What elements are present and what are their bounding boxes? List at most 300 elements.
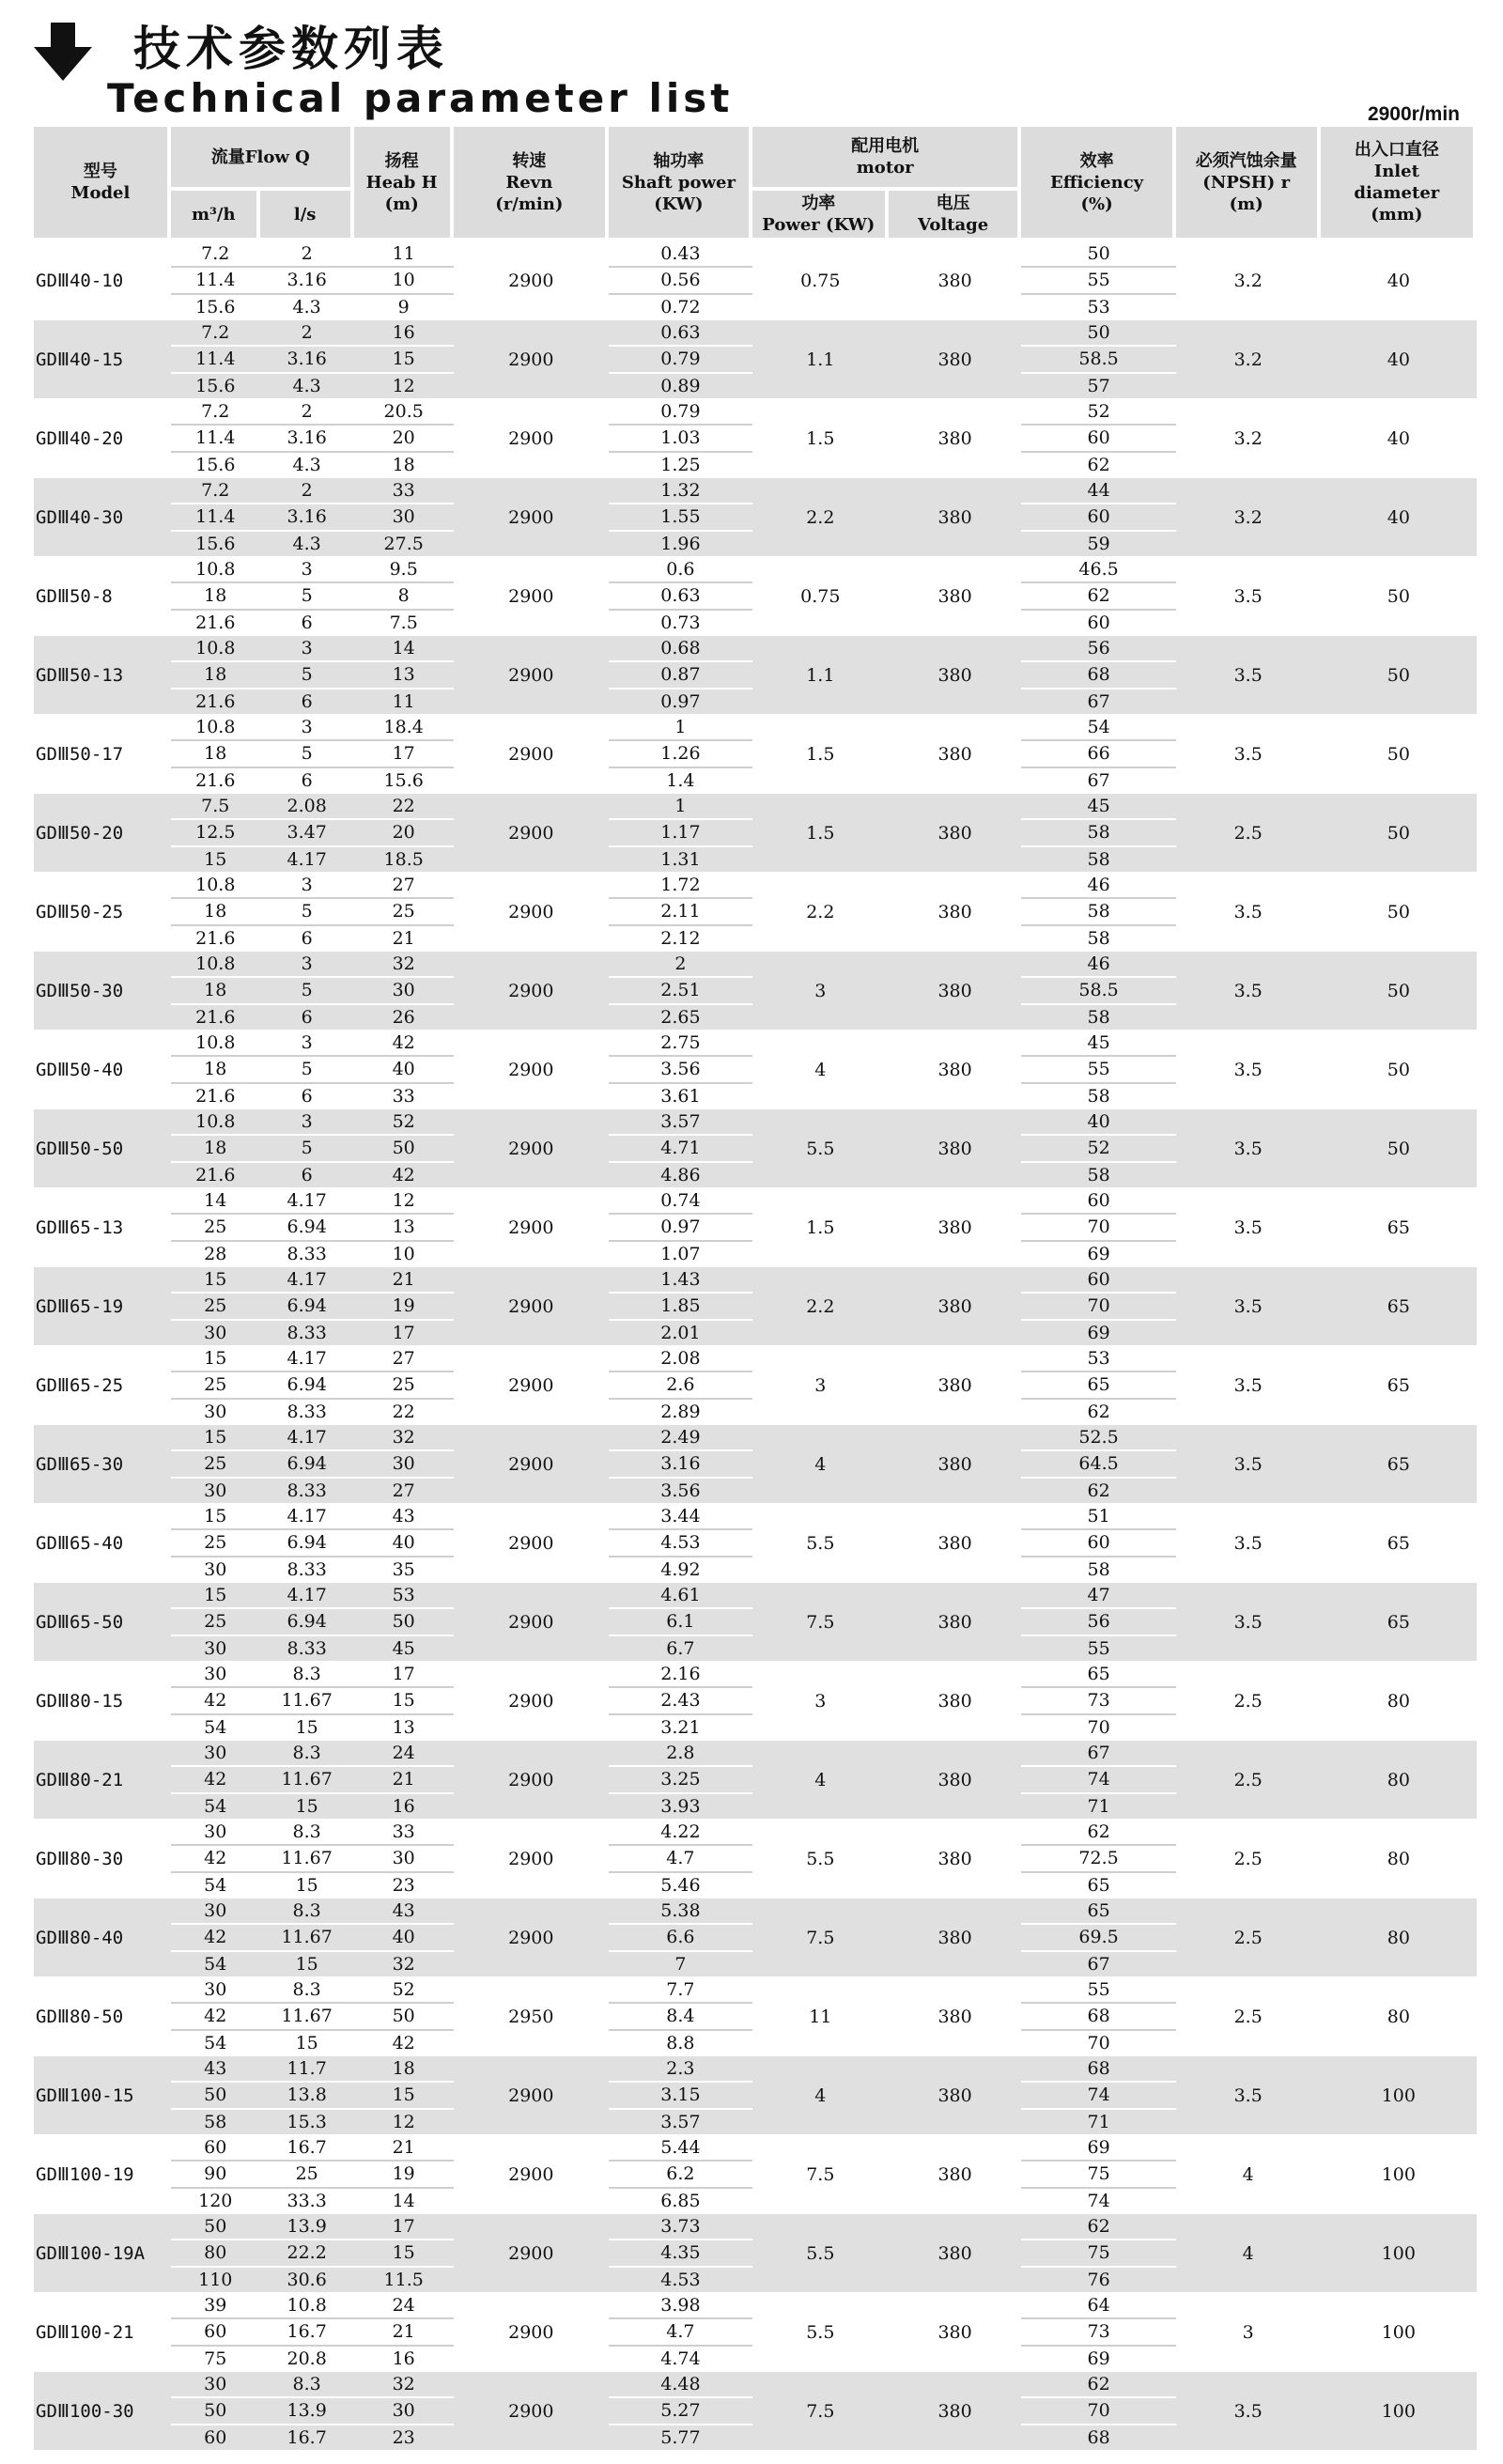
head-cell-value: 26 bbox=[392, 1006, 415, 1028]
power-cell: 5.5 bbox=[752, 1504, 889, 1583]
table-row bbox=[34, 399, 1477, 478]
efficiency-cell bbox=[1021, 1031, 1175, 1109]
efficiency-cell-value: 60 bbox=[1087, 612, 1110, 633]
efficiency-cell-value: 70 bbox=[1021, 1215, 1175, 1241]
head-cell bbox=[354, 1741, 454, 1820]
flow-m3h-cell-value: 30 bbox=[204, 1322, 227, 1343]
npsh-cell: 4 bbox=[1176, 2135, 1321, 2214]
flow-m3h-cell bbox=[171, 241, 260, 320]
power-cell: 5.5 bbox=[752, 1820, 889, 1898]
shaft-power-cell-value: 5.44 bbox=[609, 2135, 752, 2162]
flow-ls-cell-value: 5 bbox=[260, 978, 354, 1004]
flow-ls-cell bbox=[260, 2135, 354, 2214]
shaft-power-cell-value: 1.96 bbox=[660, 533, 701, 554]
head-cell-value: 40 bbox=[354, 1057, 454, 1083]
flow-m3h-cell-value: 42 bbox=[171, 1846, 260, 1872]
efficiency-cell-value: 58 bbox=[1087, 927, 1110, 949]
table-row bbox=[34, 1109, 1477, 1188]
head-cell-value: 19 bbox=[354, 2162, 454, 2188]
efficiency-cell bbox=[1021, 1820, 1175, 1898]
shaft-power-cell bbox=[609, 1583, 752, 1662]
flow-m3h-cell-value: 15.6 bbox=[195, 533, 236, 554]
voltage-cell: 380 bbox=[889, 1662, 1022, 1741]
power-cell: 5.5 bbox=[752, 2293, 889, 2372]
flow-m3h-cell bbox=[171, 715, 260, 794]
flow-ls-cell-value: 3.16 bbox=[260, 426, 354, 452]
inlet-cell: 40 bbox=[1321, 241, 1477, 320]
efficiency-cell-value: 75 bbox=[1021, 2162, 1175, 2188]
shaft-power-cell-value: 4.61 bbox=[609, 1583, 752, 1609]
efficiency-cell-value: 45 bbox=[1021, 1031, 1175, 1057]
revn-cell: 2900 bbox=[454, 1583, 609, 1662]
head-cell bbox=[354, 2214, 454, 2293]
shaft-power-cell-value: 2.6 bbox=[609, 1372, 752, 1399]
inlet-cell: 40 bbox=[1321, 320, 1477, 399]
shaft-power-cell-value: 1 bbox=[609, 715, 752, 741]
model-cell: GDⅢ50-8 bbox=[34, 557, 171, 636]
revn-cell: 2900 bbox=[454, 1346, 609, 1425]
head-cell bbox=[354, 241, 454, 320]
efficiency-cell-value: 58.5 bbox=[1021, 347, 1175, 373]
head-cell-value: 9.5 bbox=[354, 557, 454, 583]
revn-cell: 2900 bbox=[454, 1425, 609, 1504]
flow-ls-cell-value: 8.3 bbox=[260, 2372, 354, 2398]
head-cell-value: 18.4 bbox=[354, 715, 454, 741]
power-cell: 3 bbox=[752, 1346, 889, 1425]
efficiency-cell bbox=[1021, 320, 1175, 399]
power-cell: 4 bbox=[752, 2056, 889, 2135]
shaft-power-cell-value: 5.27 bbox=[609, 2398, 752, 2425]
flow-m3h-cell-value: 15 bbox=[171, 1346, 260, 1372]
flow-ls-cell bbox=[260, 1662, 354, 1741]
npsh-cell: 3.5 bbox=[1176, 636, 1321, 715]
power-cell: 1.5 bbox=[752, 1188, 889, 1267]
flow-m3h-cell bbox=[171, 557, 260, 636]
shaft-power-cell bbox=[609, 1504, 752, 1583]
power-cell: 7.5 bbox=[752, 1583, 889, 1662]
head-cell-value: 12 bbox=[354, 1188, 454, 1215]
efficiency-cell-value: 64.5 bbox=[1021, 1451, 1175, 1478]
efficiency-cell-value: 73 bbox=[1021, 2319, 1175, 2346]
efficiency-cell-value: 68 bbox=[1021, 662, 1175, 689]
shaft-power-cell bbox=[609, 1267, 752, 1346]
flow-ls-cell-value: 6.94 bbox=[260, 1215, 354, 1241]
power-cell: 7.5 bbox=[752, 2135, 889, 2214]
shaft-power-cell-value: 6.85 bbox=[660, 2190, 701, 2211]
flow-ls-cell-value: 4.3 bbox=[292, 296, 321, 318]
revn-cell: 2900 bbox=[454, 1898, 609, 1977]
flow-m3h-cell bbox=[171, 1267, 260, 1346]
shaft-power-cell bbox=[609, 2056, 752, 2135]
shaft-power-cell-value: 2.51 bbox=[609, 978, 752, 1004]
head-cell bbox=[354, 320, 454, 399]
shaft-power-cell-value: 1.26 bbox=[609, 741, 752, 767]
shaft-power-cell-value: 6.2 bbox=[609, 2162, 752, 2188]
shaft-power-cell bbox=[609, 1977, 752, 2056]
flow-ls-cell bbox=[260, 1820, 354, 1898]
col-header-flow: 流量Flow Q bbox=[171, 127, 354, 191]
head-cell-value: 14 bbox=[392, 2190, 415, 2211]
efficiency-cell-value: 69.5 bbox=[1021, 1925, 1175, 1951]
power-cell: 2.2 bbox=[752, 478, 889, 557]
flow-m3h-cell bbox=[171, 1188, 260, 1267]
shaft-power-cell-value: 2.75 bbox=[609, 1031, 752, 1057]
flow-m3h-cell-value: 21.6 bbox=[195, 1164, 236, 1186]
head-cell-value: 14 bbox=[354, 636, 454, 662]
col-header-inlet: 出入口直径 Inlet diameter (mm) bbox=[1321, 127, 1477, 241]
efficiency-cell-value: 47 bbox=[1021, 1583, 1175, 1609]
efficiency-cell-value: 66 bbox=[1021, 741, 1175, 767]
head-cell-value: 18 bbox=[392, 454, 415, 475]
npsh-cell: 3.5 bbox=[1176, 1267, 1321, 1346]
head-cell-value: 15 bbox=[354, 1688, 454, 1714]
shaft-power-cell-value: 2.11 bbox=[609, 899, 752, 925]
efficiency-cell-value: 64 bbox=[1021, 2293, 1175, 2319]
flow-m3h-cell-value: 80 bbox=[171, 2240, 260, 2267]
head-cell bbox=[354, 1109, 454, 1188]
power-cell: 1.5 bbox=[752, 399, 889, 478]
power-cell: 2.2 bbox=[752, 1267, 889, 1346]
flow-m3h-cell-value: 15.6 bbox=[195, 375, 236, 396]
flow-ls-cell-value: 4.17 bbox=[260, 1346, 354, 1372]
head-cell-value: 15 bbox=[354, 2240, 454, 2267]
efficiency-cell-value: 67 bbox=[1087, 1953, 1110, 1975]
head-cell-value: 33 bbox=[354, 478, 454, 504]
efficiency-cell-value: 68 bbox=[1087, 2426, 1110, 2448]
efficiency-cell-value: 58 bbox=[1087, 1164, 1110, 1186]
voltage-cell: 380 bbox=[889, 557, 1022, 636]
head-cell bbox=[354, 794, 454, 873]
head-cell-value: 40 bbox=[354, 1925, 454, 1951]
power-cell: 4 bbox=[752, 1031, 889, 1109]
inlet-cell: 65 bbox=[1321, 1346, 1477, 1425]
revn-cell: 2900 bbox=[454, 2056, 609, 2135]
npsh-cell: 3.5 bbox=[1176, 1425, 1321, 1504]
power-cell: 7.5 bbox=[752, 2372, 889, 2451]
flow-ls-cell bbox=[260, 1977, 354, 2056]
head-cell-value: 22 bbox=[392, 1401, 415, 1422]
flow-ls-cell-value: 8.3 bbox=[260, 1898, 354, 1925]
revn-cell: 2900 bbox=[454, 794, 609, 873]
npsh-cell: 3.2 bbox=[1176, 320, 1321, 399]
revn-cell: 2900 bbox=[454, 1820, 609, 1898]
flow-ls-cell-value: 2.08 bbox=[260, 794, 354, 820]
model-cell: GDⅢ40-20 bbox=[34, 399, 171, 478]
col-header-motor: 配用电机 motor bbox=[752, 127, 1022, 191]
flow-m3h-cell-value: 21.6 bbox=[195, 769, 236, 791]
table-row bbox=[34, 2372, 1477, 2451]
efficiency-cell bbox=[1021, 1898, 1175, 1977]
npsh-cell: 2.5 bbox=[1176, 1977, 1321, 2056]
shaft-power-cell-value: 2.12 bbox=[660, 927, 701, 949]
voltage-cell: 380 bbox=[889, 241, 1022, 320]
flow-ls-cell-value: 6.94 bbox=[260, 1372, 354, 1399]
inlet-cell: 50 bbox=[1321, 636, 1477, 715]
rpm-note: 2900r/min bbox=[1367, 103, 1460, 125]
shaft-power-cell-value: 2.16 bbox=[609, 1662, 752, 1688]
voltage-cell: 380 bbox=[889, 1898, 1022, 1977]
flow-m3h-cell-value: 60 bbox=[204, 2426, 227, 2448]
flow-m3h-cell-value: 11.4 bbox=[171, 347, 260, 373]
flow-m3h-cell bbox=[171, 1504, 260, 1583]
flow-ls-cell-value: 3 bbox=[260, 636, 354, 662]
flow-m3h-cell-value: 75 bbox=[204, 2348, 227, 2369]
shaft-power-cell-value: 0.89 bbox=[660, 375, 701, 396]
head-cell-value: 21 bbox=[354, 2319, 454, 2346]
power-cell: 3 bbox=[752, 952, 889, 1031]
flow-m3h-cell-value: 10.8 bbox=[171, 715, 260, 741]
parameter-table bbox=[34, 127, 1477, 2451]
efficiency-cell-value: 62 bbox=[1021, 583, 1175, 610]
flow-m3h-cell bbox=[171, 1583, 260, 1662]
flow-m3h-cell-value: 28 bbox=[204, 1243, 227, 1264]
voltage-cell: 380 bbox=[889, 794, 1022, 873]
efficiency-cell-value: 52 bbox=[1021, 1136, 1175, 1162]
shaft-power-cell-value: 0.68 bbox=[609, 636, 752, 662]
flow-ls-cell bbox=[260, 478, 354, 557]
shaft-power-cell bbox=[609, 1741, 752, 1820]
efficiency-cell-value: 52 bbox=[1021, 399, 1175, 426]
table-row bbox=[34, 1188, 1477, 1267]
head-cell-value: 17 bbox=[354, 741, 454, 767]
head-cell-value: 53 bbox=[354, 1583, 454, 1609]
shaft-power-cell bbox=[609, 952, 752, 1031]
model-cell: GDⅢ80-40 bbox=[34, 1898, 171, 1977]
efficiency-cell-value: 62 bbox=[1087, 454, 1110, 475]
flow-ls-cell-value: 15 bbox=[295, 1716, 318, 1738]
efficiency-cell-value: 69 bbox=[1087, 1322, 1110, 1343]
head-cell-value: 15 bbox=[354, 347, 454, 373]
shaft-power-cell-value: 4.53 bbox=[660, 2269, 701, 2290]
flow-ls-cell-value: 6.94 bbox=[260, 1530, 354, 1557]
efficiency-cell-value: 46 bbox=[1021, 952, 1175, 978]
head-cell-value: 17 bbox=[354, 2214, 454, 2240]
flow-m3h-cell-value: 54 bbox=[204, 1795, 227, 1817]
col-header-model: 型号 Model bbox=[34, 127, 171, 241]
flow-ls-cell-value: 4.17 bbox=[260, 1504, 354, 1530]
model-cell: GDⅢ50-25 bbox=[34, 873, 171, 952]
npsh-cell: 3 bbox=[1176, 2293, 1321, 2372]
npsh-cell: 3.2 bbox=[1176, 478, 1321, 557]
shaft-power-cell-value: 1.03 bbox=[609, 426, 752, 452]
flow-m3h-cell-value: 10.8 bbox=[171, 952, 260, 978]
npsh-cell: 3.5 bbox=[1176, 2056, 1321, 2135]
shaft-power-cell-value: 0.97 bbox=[660, 690, 701, 712]
head-cell bbox=[354, 1188, 454, 1267]
flow-m3h-cell bbox=[171, 1820, 260, 1898]
flow-m3h-cell-value: 30 bbox=[171, 1898, 260, 1925]
flow-ls-cell-value: 4.3 bbox=[292, 454, 321, 475]
efficiency-cell-value: 58 bbox=[1087, 1558, 1110, 1580]
head-cell-value: 42 bbox=[392, 1164, 415, 1186]
npsh-cell: 3.5 bbox=[1176, 1031, 1321, 1109]
head-cell-value: 20 bbox=[354, 426, 454, 452]
inlet-cell: 65 bbox=[1321, 1504, 1477, 1583]
flow-ls-cell bbox=[260, 1583, 354, 1662]
voltage-cell: 380 bbox=[889, 1109, 1022, 1188]
shaft-power-cell-value: 3.21 bbox=[660, 1716, 701, 1738]
efficiency-cell bbox=[1021, 794, 1175, 873]
model-cell: GDⅢ50-40 bbox=[34, 1031, 171, 1109]
flow-ls-cell-value: 3 bbox=[260, 715, 354, 741]
inlet-cell: 50 bbox=[1321, 1031, 1477, 1109]
inlet-cell: 40 bbox=[1321, 478, 1477, 557]
flow-m3h-cell-value: 90 bbox=[171, 2162, 260, 2188]
shaft-power-cell-value: 2.8 bbox=[609, 1741, 752, 1767]
head-cell-value: 11 bbox=[392, 690, 415, 712]
table-row bbox=[34, 1425, 1477, 1504]
efficiency-cell-value: 67 bbox=[1087, 690, 1110, 712]
head-cell bbox=[354, 1977, 454, 2056]
flow-m3h-cell bbox=[171, 1662, 260, 1741]
shaft-power-cell-value: 4.22 bbox=[609, 1820, 752, 1846]
flow-ls-cell-value: 3.16 bbox=[260, 347, 354, 373]
flow-ls-cell-value: 8.33 bbox=[287, 1243, 327, 1264]
voltage-cell: 380 bbox=[889, 636, 1022, 715]
flow-ls-cell-value: 25 bbox=[260, 2162, 354, 2188]
flow-m3h-cell-value: 18 bbox=[171, 899, 260, 925]
flow-m3h-cell-value: 30 bbox=[171, 1977, 260, 2004]
head-cell-value: 30 bbox=[354, 504, 454, 531]
head-cell-value: 24 bbox=[354, 1741, 454, 1767]
flow-m3h-cell-value: 25 bbox=[171, 1372, 260, 1399]
efficiency-cell-value: 62 bbox=[1021, 2214, 1175, 2240]
flow-m3h-cell-value: 42 bbox=[171, 1925, 260, 1951]
efficiency-cell-value: 44 bbox=[1021, 478, 1175, 504]
flow-ls-cell-value: 8.33 bbox=[287, 1401, 327, 1422]
head-cell-value: 18.5 bbox=[383, 848, 424, 870]
flow-ls-cell bbox=[260, 399, 354, 478]
npsh-cell: 3.5 bbox=[1176, 873, 1321, 952]
flow-m3h-cell bbox=[171, 1425, 260, 1504]
flow-ls-cell-value: 6 bbox=[301, 690, 313, 712]
flow-m3h-cell bbox=[171, 2214, 260, 2293]
voltage-cell: 380 bbox=[889, 1741, 1022, 1820]
flow-m3h-cell-value: 25 bbox=[171, 1530, 260, 1557]
efficiency-cell bbox=[1021, 636, 1175, 715]
efficiency-cell-value: 58 bbox=[1087, 1085, 1110, 1107]
flow-ls-cell-value: 3.16 bbox=[260, 268, 354, 294]
model-cell: GDⅢ65-40 bbox=[34, 1504, 171, 1583]
flow-m3h-cell bbox=[171, 1346, 260, 1425]
efficiency-cell-value: 67 bbox=[1021, 1741, 1175, 1767]
shaft-power-cell bbox=[609, 241, 752, 320]
flow-m3h-cell-value: 21.6 bbox=[195, 690, 236, 712]
efficiency-cell bbox=[1021, 2214, 1175, 2293]
efficiency-cell bbox=[1021, 1977, 1175, 2056]
flow-ls-cell bbox=[260, 1898, 354, 1977]
flow-m3h-cell-value: 14 bbox=[171, 1188, 260, 1215]
shaft-power-cell-value: 4.7 bbox=[609, 1846, 752, 1872]
flow-ls-cell-value: 4.17 bbox=[260, 1188, 354, 1215]
revn-cell: 2900 bbox=[454, 478, 609, 557]
inlet-cell: 80 bbox=[1321, 1820, 1477, 1898]
efficiency-cell-value: 68 bbox=[1021, 2056, 1175, 2083]
table-row bbox=[34, 1583, 1477, 1662]
efficiency-cell-value: 60 bbox=[1021, 1530, 1175, 1557]
power-cell: 0.75 bbox=[752, 557, 889, 636]
flow-ls-cell-value: 2 bbox=[260, 478, 354, 504]
voltage-cell: 380 bbox=[889, 1583, 1022, 1662]
inlet-cell: 80 bbox=[1321, 1741, 1477, 1820]
shaft-power-cell-value: 8.8 bbox=[666, 2032, 695, 2053]
shaft-power-cell-value: 0.63 bbox=[609, 583, 752, 610]
flow-ls-cell-value: 4.17 bbox=[260, 1583, 354, 1609]
efficiency-cell-value: 56 bbox=[1021, 1609, 1175, 1635]
efficiency-cell-value: 60 bbox=[1021, 426, 1175, 452]
shaft-power-cell bbox=[609, 1188, 752, 1267]
inlet-cell: 100 bbox=[1321, 2293, 1477, 2372]
flow-m3h-cell-value: 12.5 bbox=[171, 820, 260, 846]
inlet-cell: 65 bbox=[1321, 1267, 1477, 1346]
power-cell: 3 bbox=[752, 1662, 889, 1741]
inlet-cell: 50 bbox=[1321, 952, 1477, 1031]
table-row bbox=[34, 636, 1477, 715]
flow-m3h-cell-value: 25 bbox=[171, 1294, 260, 1320]
efficiency-cell-value: 46.5 bbox=[1021, 557, 1175, 583]
flow-ls-cell-value: 4.3 bbox=[292, 375, 321, 396]
flow-m3h-cell-value: 60 bbox=[171, 2319, 260, 2346]
table-row bbox=[34, 1031, 1477, 1109]
shaft-power-cell-value: 4.53 bbox=[609, 1530, 752, 1557]
shaft-power-cell-value: 4.71 bbox=[609, 1136, 752, 1162]
inlet-cell: 80 bbox=[1321, 1662, 1477, 1741]
flow-ls-cell-value: 4.17 bbox=[260, 1425, 354, 1451]
flow-m3h-cell-value: 15.6 bbox=[195, 296, 236, 318]
flow-ls-cell bbox=[260, 2293, 354, 2372]
flow-m3h-cell-value: 30 bbox=[204, 1558, 227, 1580]
head-cell bbox=[354, 478, 454, 557]
efficiency-cell-value: 65 bbox=[1021, 1372, 1175, 1399]
head-cell bbox=[354, 1346, 454, 1425]
flow-ls-cell-value: 8.33 bbox=[287, 1480, 327, 1501]
model-cell: GDⅢ100-15 bbox=[34, 2056, 171, 2135]
flow-m3h-cell-value: 42 bbox=[171, 2004, 260, 2030]
head-cell bbox=[354, 1504, 454, 1583]
voltage-cell: 380 bbox=[889, 1820, 1022, 1898]
col-header-voltage: 电压 Voltage bbox=[889, 191, 1022, 241]
col-header-flow-m3h: m³/h bbox=[171, 191, 260, 241]
shaft-power-cell-value: 4.7 bbox=[609, 2319, 752, 2346]
shaft-power-cell-value: 1.25 bbox=[660, 454, 701, 475]
inlet-cell: 80 bbox=[1321, 1898, 1477, 1977]
flow-m3h-cell-value: 110 bbox=[198, 2269, 233, 2290]
flow-m3h-cell-value: 120 bbox=[198, 2190, 233, 2211]
model-cell: GDⅢ100-19 bbox=[34, 2135, 171, 2214]
npsh-cell: 3.5 bbox=[1176, 1346, 1321, 1425]
revn-cell: 2900 bbox=[454, 1267, 609, 1346]
col-header-head: 扬程 Heab H (m) bbox=[354, 127, 454, 241]
efficiency-cell-value: 65 bbox=[1021, 1898, 1175, 1925]
head-cell bbox=[354, 636, 454, 715]
shaft-power-cell-value: 0.73 bbox=[660, 612, 701, 633]
shaft-power-cell-value: 2.01 bbox=[660, 1322, 701, 1343]
shaft-power-cell bbox=[609, 1031, 752, 1109]
flow-m3h-cell-value: 15 bbox=[171, 1504, 260, 1530]
page-title-en: Technical parameter list bbox=[107, 75, 734, 121]
head-cell-value: 30 bbox=[354, 2398, 454, 2425]
flow-m3h-cell-value: 54 bbox=[204, 1874, 227, 1896]
flow-m3h-cell-value: 21.6 bbox=[195, 927, 236, 949]
flow-ls-cell bbox=[260, 1504, 354, 1583]
flow-m3h-cell-value: 10.8 bbox=[171, 636, 260, 662]
head-cell-value: 8 bbox=[354, 583, 454, 610]
shaft-power-cell-value: 7 bbox=[674, 1953, 687, 1975]
flow-m3h-cell bbox=[171, 794, 260, 873]
flow-m3h-cell-value: 15 bbox=[171, 1267, 260, 1294]
shaft-power-cell bbox=[609, 2293, 752, 2372]
efficiency-cell bbox=[1021, 1741, 1175, 1820]
